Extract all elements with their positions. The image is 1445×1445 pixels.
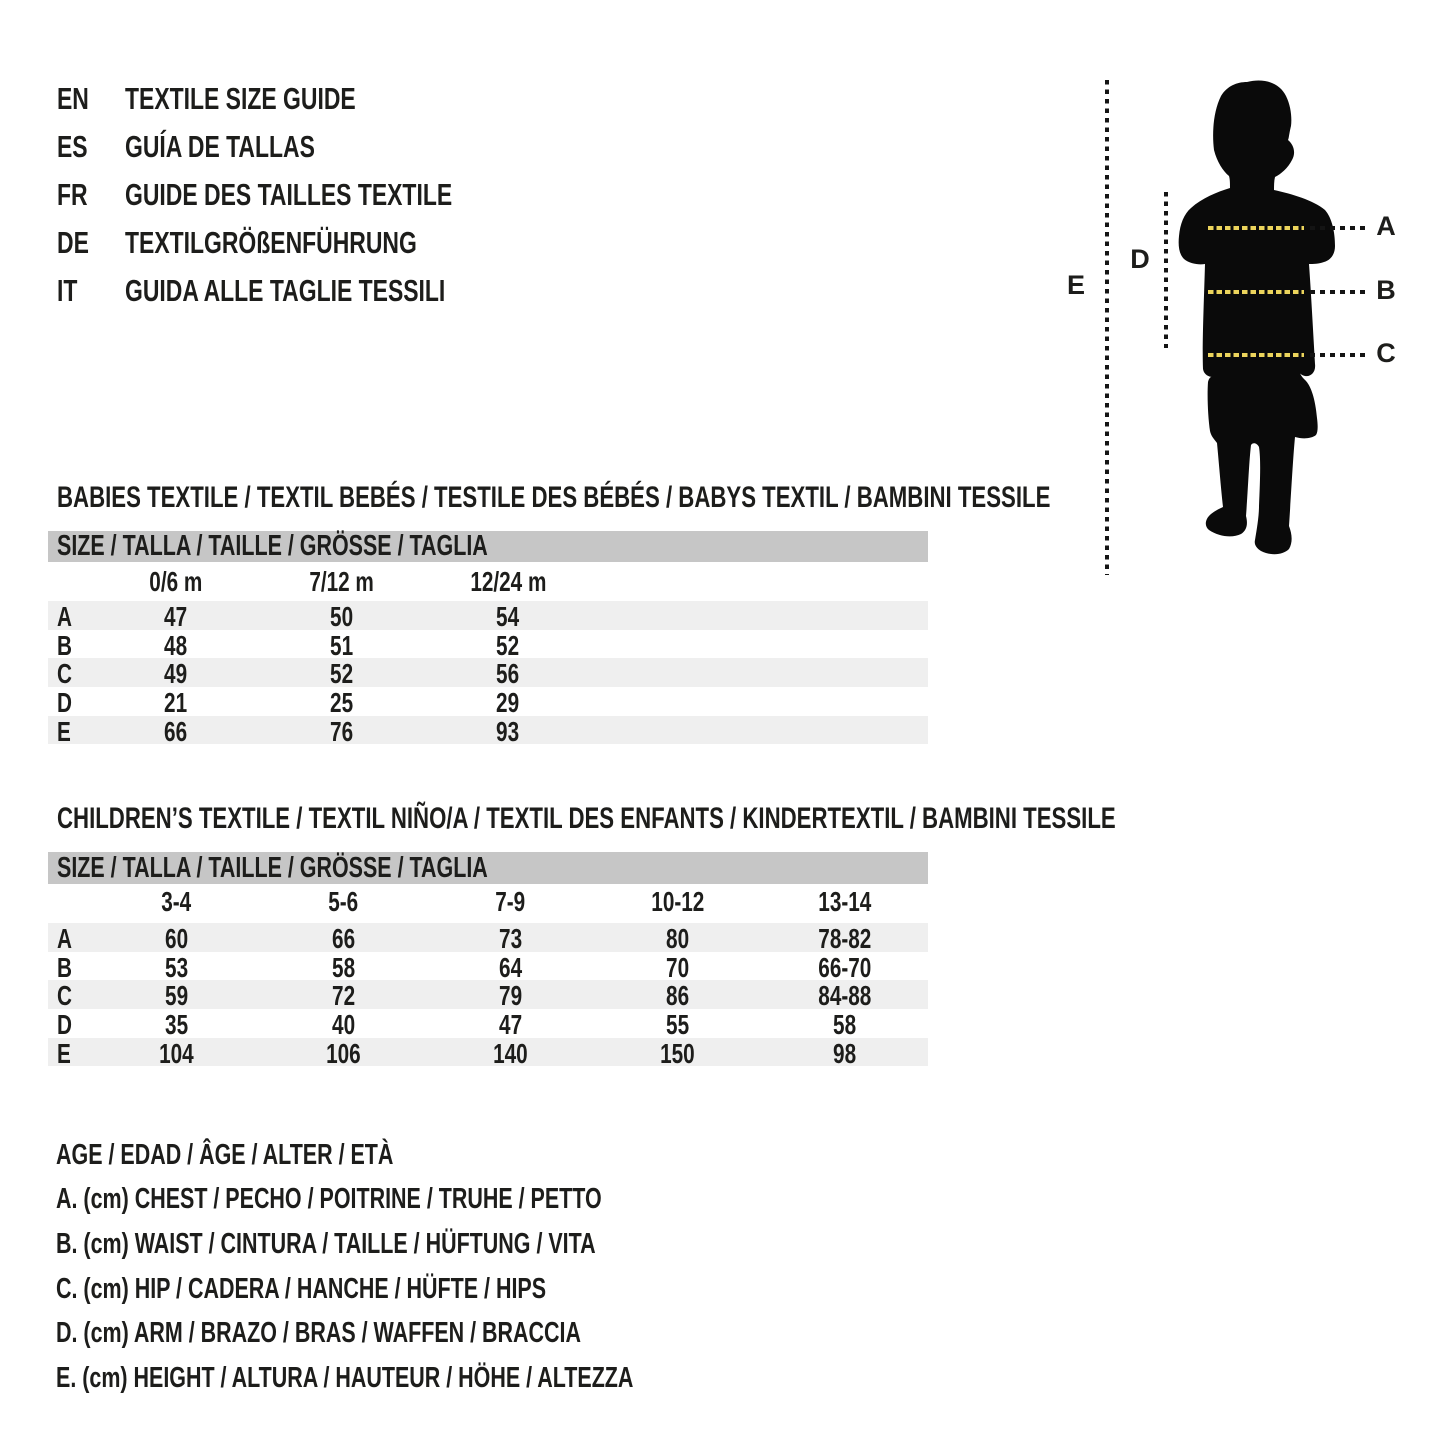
hip-measure-dots-c — [1310, 353, 1365, 357]
children-column-header-row — [48, 884, 928, 923]
children-col-3-4: 3-4 — [161, 885, 192, 917]
language-code: DE — [57, 225, 89, 260]
figure-label-d: D — [1130, 244, 1150, 274]
figure-label-c: C — [1376, 338, 1396, 368]
children-table-rows — [48, 923, 928, 1069]
table-row: B 53 58 64 70 66-70 — [57, 951, 872, 983]
language-row-de — [57, 219, 567, 267]
babies-heading-text: BABIES TEXTILE / TEXTIL BEBÉS / TESTILE DES BÉBÉS / BABYS TEXTIL / BAMBINI TESSILE — [57, 481, 1051, 514]
measurement-legend — [56, 1133, 836, 1401]
legend-waist: B. (cm) WAIST / CINTURA / TAILLE / HÜFTUNG / VITA — [56, 1227, 596, 1260]
legend-chest: A. (cm) CHEST / PECHO / POITRINE / TRUHE / PETTO — [56, 1183, 602, 1216]
babies-size-table — [48, 530, 928, 747]
table-row: D 35 40 47 55 58 — [57, 1009, 857, 1041]
language-title: TEXTILE SIZE GUIDE — [125, 81, 356, 116]
language-title: GUIDA ALLE TAGLIE TESSILI — [125, 273, 446, 308]
children-size-table — [48, 851, 928, 1069]
language-title: GUÍA DE TALLAS — [125, 129, 315, 164]
table-row: E 66 76 93 — [48, 716, 928, 745]
language-code: FR — [57, 177, 88, 212]
table-row: A 47 50 54 — [48, 601, 928, 630]
hip-measure-dash-c — [1208, 353, 1304, 357]
language-title-list — [57, 75, 567, 315]
table-row: B 48 51 52 — [57, 629, 520, 661]
chest-measure-dots-a — [1310, 226, 1365, 230]
babies-size-header-text: SIZE / TALLA / TAILLE / GRÖSSE / TAGLIA — [57, 530, 488, 562]
figure-label-a: A — [1376, 211, 1396, 241]
children-heading-text: CHILDREN’S TEXTILE / TEXTIL NIÑO/A / TEXTIL DES ENFANTS / KINDERTEXTIL / BAMBINI TESSILE — [57, 802, 1116, 835]
children-size-header-text: SIZE / TALLA / TAILLE / GRÖSSE / TAGLIA — [57, 851, 488, 884]
legend-height: E. (cm) HEIGHT / ALTURA / HAUTEUR / HÖHE / ALTEZZA — [56, 1361, 634, 1394]
table-row: C 59 72 79 86 84-88 — [48, 980, 928, 1009]
babies-section-heading — [57, 481, 1399, 515]
babies-size-header-band — [48, 531, 928, 562]
figure-label-e: E — [1066, 270, 1085, 300]
language-title: GUIDE DES TAILLES TEXTILE — [125, 177, 453, 212]
language-row-en — [57, 75, 567, 123]
table-row: A 60 66 73 80 78-82 — [48, 923, 928, 952]
children-col-7-9: 7-9 — [495, 885, 526, 917]
arm-measure-line-d — [1164, 192, 1168, 348]
children-col-5-6: 5-6 — [328, 885, 359, 917]
babies-col-0-6m: 0/6 m — [149, 565, 203, 597]
children-col-13-14: 13-14 — [817, 885, 872, 917]
language-code: EN — [57, 81, 89, 116]
chest-measure-dash-a — [1208, 226, 1304, 230]
babies-column-header-row — [48, 562, 928, 601]
babies-col-7-12m: 7/12 m — [309, 565, 375, 597]
language-row-fr — [57, 171, 567, 219]
legend-hip: C. (cm) HIP / CADERA / HANCHE / HÜFTE / HIPS — [56, 1272, 547, 1305]
figure-label-b: B — [1376, 275, 1396, 305]
language-row-es — [57, 123, 567, 171]
children-section-heading — [57, 802, 1445, 836]
table-row: D 21 25 29 — [57, 687, 520, 719]
waist-measure-dots-b — [1310, 290, 1365, 294]
waist-measure-dash-b — [1208, 290, 1304, 294]
babies-table-rows — [48, 601, 928, 747]
babies-col-12-24m: 12/24 m — [469, 565, 547, 597]
legend-arm: D. (cm) ARM / BRAZO / BRAS / WAFFEN / BRACCIA — [56, 1317, 581, 1350]
table-row: E 104 106 140 150 98 — [48, 1038, 928, 1067]
children-col-10-12: 10-12 — [650, 885, 705, 917]
legend-age: AGE / EDAD / ÂGE / ALTER / ETÀ — [56, 1138, 394, 1171]
table-row: C 49 52 56 — [48, 658, 928, 687]
children-size-header-band — [48, 852, 928, 884]
language-code: IT — [57, 273, 78, 308]
language-title: TEXTILGRÖßENFÜHRUNG — [125, 225, 417, 260]
language-code: ES — [57, 129, 88, 164]
language-row-it — [57, 267, 567, 315]
